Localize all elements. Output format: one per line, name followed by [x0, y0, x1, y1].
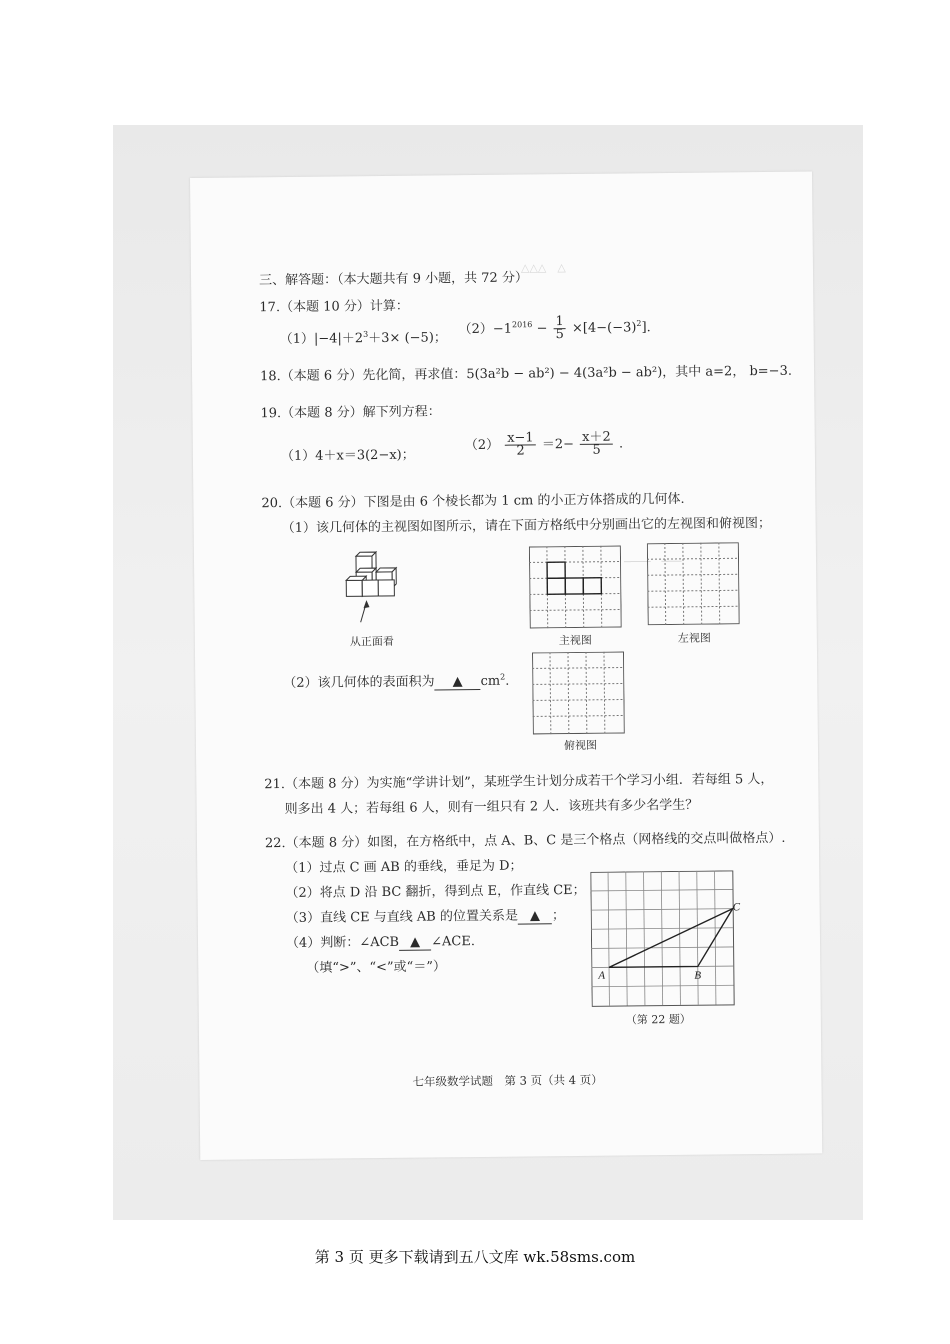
q20-part1: （1）该几何体的主视图如图所示，请在下面方格纸中分别画出它的左视图和俯视图；	[281, 515, 772, 537]
main-view-grid	[529, 546, 622, 629]
triangle-abc	[608, 909, 733, 968]
arrow-head-icon	[363, 600, 369, 608]
q22-grid-figure	[590, 870, 743, 1012]
answer-blank[interactable]: ▲	[434, 674, 480, 690]
caption-front-view-direction: 从正面看	[349, 634, 394, 649]
q22-part4: （4）判断：∠ACB ▲ ∠ACE.	[285, 934, 476, 952]
label-b: B	[694, 969, 702, 982]
q19-part1: （1）4＋x＝3(2−x)；	[280, 447, 415, 465]
caption-top-view: 俯视图	[563, 738, 598, 753]
q18-text: 18.（本题 6 分）先化简，再求值：5(3a²b − ab²) − 4(3a²b − ab²)，其中 a=2， b=−3.	[260, 363, 793, 385]
answer-blank[interactable]: ▲	[518, 908, 552, 924]
q21-line2: 则多出 4 人；若每组 6 人，则有一组只有 2 人．该班共有多少名学生？	[284, 797, 699, 818]
q17-part1: $(1)|-4|+2^3+3\times (-5)$；	[279, 329, 447, 348]
q22-heading: 22.（本题 8 分）如图，在方格纸中，点 A、B、C 是三个格点（网格线的交点叫做格点）.	[264, 830, 786, 852]
bleed-through-mark: ──── ───	[623, 554, 682, 569]
q20-part2: （2）该几何体的表面积为 ▲ $cm^2$.	[283, 672, 510, 692]
download-footer: 第 3 页 更多下载请到五八文库 wk.58sms.com	[314, 1248, 636, 1266]
q22-part3: （3）直线 CE 与直线 AB 的位置关系是 ▲ ；	[285, 908, 566, 927]
caption-left-view: 左视图	[677, 631, 711, 645]
q19-part2: （2） $\frac{x-1}{2}$ ＝2− $\frac{x+2}{5}$ .	[464, 429, 624, 459]
cube-solid-figure	[342, 548, 423, 633]
bleed-through-mark: △△△ △	[520, 261, 566, 275]
q22-part1: （1）过点 C 画 AB 的垂线，垂足为 D；	[285, 858, 523, 877]
q17-heading: 17.（本题 10 分）计算：	[259, 298, 409, 316]
top-view-grid[interactable]	[532, 651, 625, 734]
q20-heading: 20.（本题 6 分）下图是由 6 个棱长都为 1 cm 的小正方体搭成的几何体.	[261, 491, 685, 512]
q17-part2: $(2)-1^{2016}$ − $\frac{1}{5}$ $\times[4-(-3)^2]$.	[458, 314, 651, 343]
q22-part2: （2）将点 D 沿 BC 翻折，得到点 E，作直线 CE；	[285, 882, 586, 902]
exam-sheet	[190, 171, 822, 1159]
q19-heading: 19.（本题 8 分）解下列方程：	[260, 404, 441, 422]
fraction: $\frac{1}{5}$	[555, 314, 565, 343]
label-a: A	[598, 969, 606, 982]
left-view-grid[interactable]	[647, 542, 740, 625]
q22-part5: （填“>”、“<”或“＝”）	[306, 959, 447, 976]
fraction: $\frac{x-1}{2}$	[507, 430, 534, 459]
answer-blank[interactable]: ▲	[399, 935, 431, 951]
sheet-footer: 七年级数学试题 第 3 页（共 4 页）	[412, 1072, 603, 1089]
q21-line1: 21.（本题 8 分）为实施“学讲计划”，某班学生计划分成若干个学习小组．若每组 5 人，	[264, 771, 774, 793]
fraction: $\frac{x+2}{5}$	[582, 429, 611, 458]
section-title: 三、解答题：（本大题共有 9 小题，共 72 分）	[259, 270, 528, 289]
caption-main-view: 主视图	[558, 633, 592, 648]
q22-caption: （第 22 题）	[625, 1012, 691, 1027]
label-c: C	[732, 901, 741, 914]
